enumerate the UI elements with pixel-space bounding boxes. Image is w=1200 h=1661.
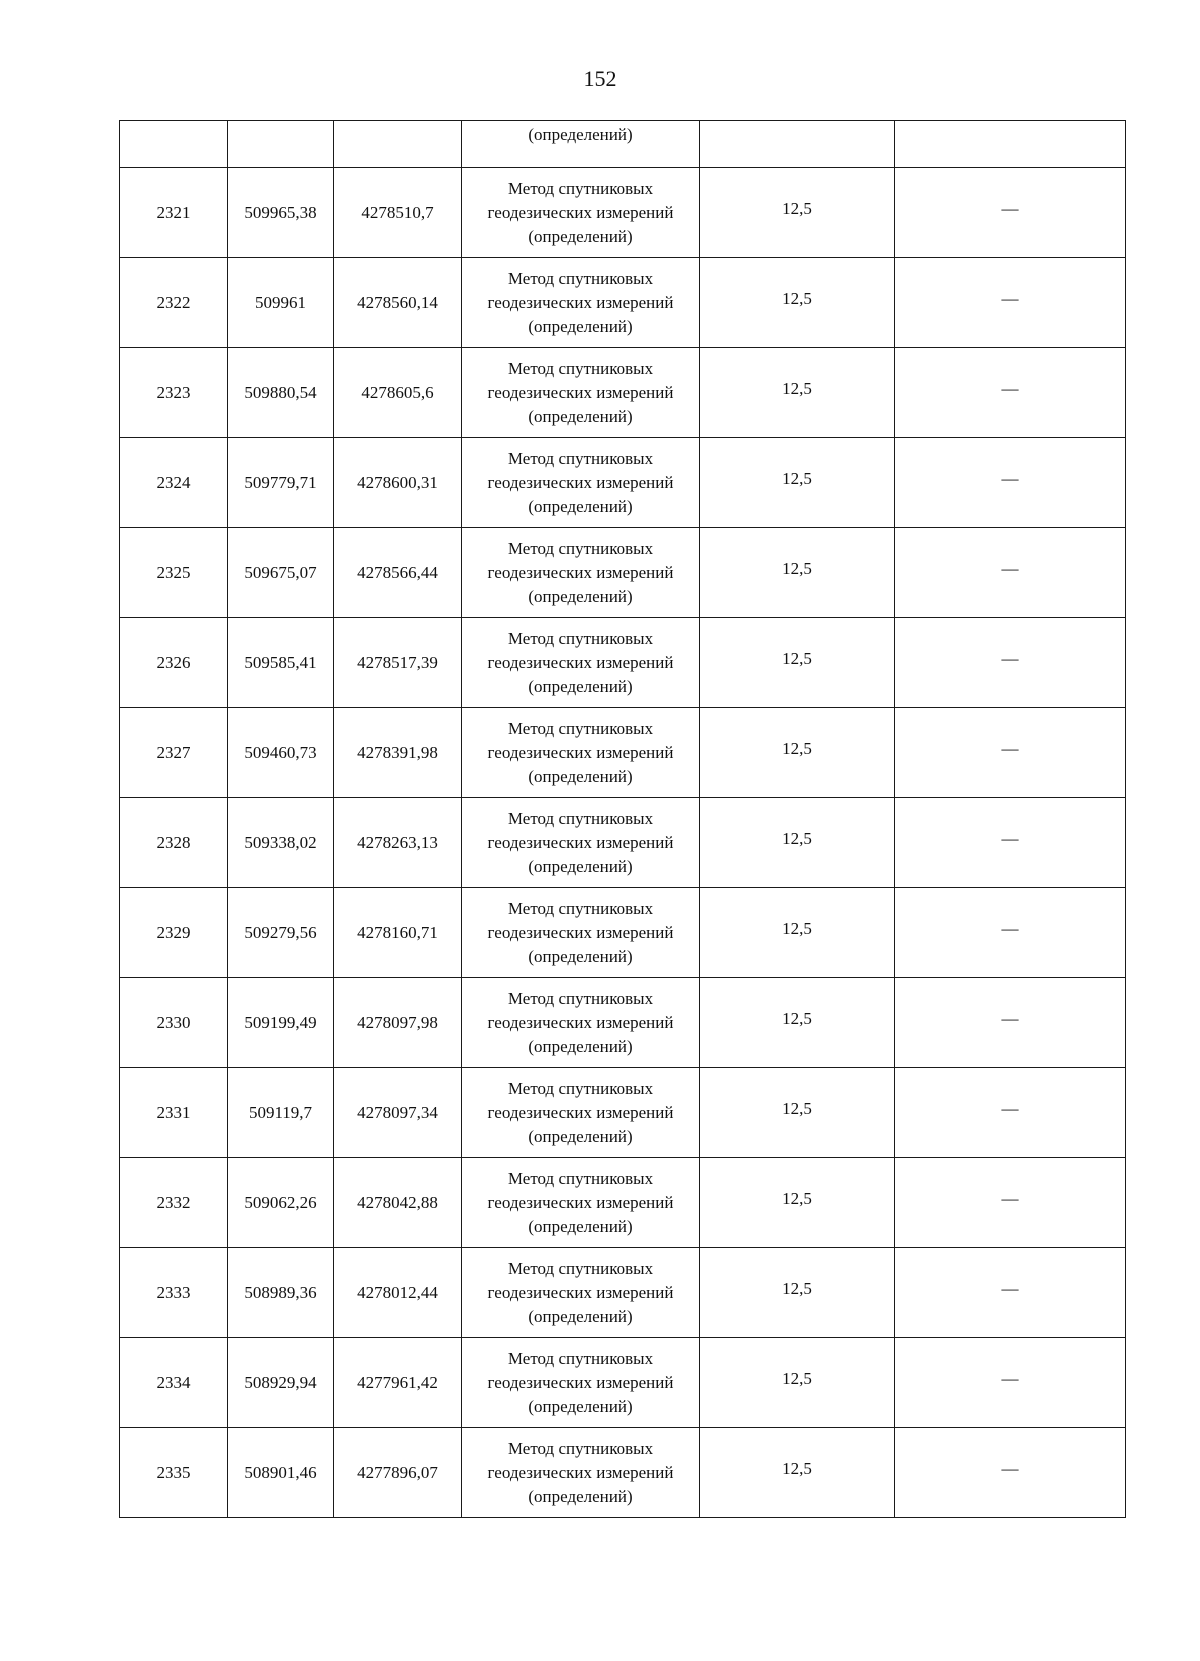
cell-method (462, 888, 700, 978)
method-line: Метод спутниковых (507, 988, 654, 1008)
table-row (120, 618, 1126, 708)
cell-accuracy (700, 348, 895, 438)
accuracy-value: 12,5 (782, 1008, 812, 1028)
cell-point-number: 2324 (120, 438, 228, 528)
accuracy-value: 12,5 (782, 1368, 812, 1388)
method-line: (определений) (528, 1396, 633, 1416)
cell-y: 4278605,6 (334, 348, 462, 438)
method-line: Метод спутниковых (507, 268, 654, 288)
cell-accuracy (700, 1338, 895, 1428)
cell-point-number: 2332 (120, 1158, 228, 1248)
method-line: Метод спутниковых (507, 1168, 654, 1188)
method-line: Метод спутниковых (507, 808, 654, 828)
method-line: Метод спутниковых (507, 1348, 654, 1368)
cell-method (462, 1338, 700, 1428)
method-line: (определений) (528, 1036, 633, 1056)
note-dash: — (1001, 1098, 1019, 1118)
cell-note (895, 121, 1126, 168)
accuracy-value: 12,5 (782, 1188, 812, 1208)
cell-note (895, 1068, 1126, 1158)
note-dash: — (1001, 288, 1019, 308)
table-row (120, 258, 1126, 348)
cell-x: 509062,26 (228, 1158, 334, 1248)
cell-point-number: 2325 (120, 528, 228, 618)
cell-note (895, 1428, 1126, 1518)
cell-method (462, 1248, 700, 1338)
method-line: (определений) (528, 946, 633, 966)
method-line: Метод спутниковых (507, 718, 654, 738)
method-line: геодезических измерений (487, 742, 674, 762)
note-dash: — (1001, 378, 1019, 398)
method-line: геодезических измерений (487, 382, 674, 402)
cell-x: 509779,71 (228, 438, 334, 528)
method-line: геодезических измерений (487, 562, 674, 582)
cell-method (462, 1158, 700, 1248)
method-line: геодезических измерений (487, 1102, 674, 1122)
cell-x: 509199,49 (228, 978, 334, 1068)
method-line: геодезических измерений (487, 652, 674, 672)
page-number: 152 (583, 66, 617, 91)
cell-x: 508989,36 (228, 1248, 334, 1338)
accuracy-value: 12,5 (782, 468, 812, 488)
table-row (120, 1248, 1126, 1338)
cell-x: 509338,02 (228, 798, 334, 888)
method-line: геодезических измерений (487, 202, 674, 222)
accuracy-value: 12,5 (782, 1278, 812, 1298)
method-line: Метод спутниковых (507, 538, 654, 558)
cell-accuracy (700, 888, 895, 978)
method-line: (определений) (528, 766, 633, 786)
cell-method (462, 618, 700, 708)
cell-method (462, 798, 700, 888)
accuracy-value: 12,5 (782, 1098, 812, 1118)
cell-point-number: 2329 (120, 888, 228, 978)
method-line: геодезических измерений (487, 922, 674, 942)
cell-x: 509279,56 (228, 888, 334, 978)
cell-x: 509965,38 (228, 168, 334, 258)
cell-note (895, 528, 1126, 618)
cell-x: 509460,73 (228, 708, 334, 798)
cell-method (462, 258, 700, 348)
cell-x: 509961 (228, 258, 334, 348)
cell-note (895, 888, 1126, 978)
method-line: Метод спутниковых (507, 178, 654, 198)
method-line: (определений) (528, 1486, 633, 1506)
cell-y: 4278600,31 (334, 438, 462, 528)
table-row-continued (120, 121, 1126, 168)
cell-note (895, 978, 1126, 1068)
cell-note (895, 348, 1126, 438)
cell-note (895, 168, 1126, 258)
cell-accuracy (700, 978, 895, 1068)
note-dash: — (1001, 1458, 1019, 1478)
method-line: Метод спутниковых (507, 898, 654, 918)
cell-x: 509119,7 (228, 1068, 334, 1158)
cell-y: 4277896,07 (334, 1428, 462, 1518)
cell-y: 4278097,98 (334, 978, 462, 1068)
cell-y: 4278391,98 (334, 708, 462, 798)
cell-method (462, 528, 700, 618)
cell-accuracy (700, 438, 895, 528)
method-line: геодезических измерений (487, 1462, 674, 1482)
cell-method: (определений) (462, 121, 700, 168)
note-dash: — (1001, 198, 1019, 218)
method-line: геодезических измерений (487, 1012, 674, 1032)
cell-accuracy (700, 708, 895, 798)
accuracy-value: 12,5 (782, 558, 812, 578)
method-line: (определений) (528, 226, 633, 246)
table-row (120, 438, 1126, 528)
method-line: (определений) (528, 496, 633, 516)
method-line: Метод спутниковых (507, 1078, 654, 1098)
accuracy-value: 12,5 (782, 828, 812, 848)
note-dash: — (1001, 1188, 1019, 1208)
cell-y: 4278042,88 (334, 1158, 462, 1248)
accuracy-value: 12,5 (782, 918, 812, 938)
cell-y: 4277961,42 (334, 1338, 462, 1428)
accuracy-value: 12,5 (782, 1458, 812, 1478)
method-line: геодезических измерений (487, 832, 674, 852)
method-line: геодезических измерений (487, 292, 674, 312)
accuracy-value: 12,5 (782, 198, 812, 218)
cell-y: 4278012,44 (334, 1248, 462, 1338)
cell-point-number: 2335 (120, 1428, 228, 1518)
table-row (120, 168, 1126, 258)
cell-accuracy (700, 168, 895, 258)
method-line: Метод спутниковых (507, 628, 654, 648)
cell-point-number: 2328 (120, 798, 228, 888)
cell-accuracy (700, 1158, 895, 1248)
cell-method (462, 1428, 700, 1518)
accuracy-value: 12,5 (782, 738, 812, 758)
cell-note (895, 1248, 1126, 1338)
cell-x: 509675,07 (228, 528, 334, 618)
method-line: (определений) (528, 676, 633, 696)
cell-x (228, 121, 334, 168)
method-line: Метод спутниковых (507, 1258, 654, 1278)
cell-y (334, 121, 462, 168)
cell-x: 509880,54 (228, 348, 334, 438)
cell-point-number (120, 121, 228, 168)
cell-accuracy (700, 798, 895, 888)
cell-accuracy (700, 618, 895, 708)
note-dash: — (1001, 738, 1019, 758)
cell-method (462, 1068, 700, 1158)
cell-note (895, 258, 1126, 348)
cell-x: 508901,46 (228, 1428, 334, 1518)
cell-accuracy (700, 1248, 895, 1338)
method-line: (определений) (528, 1126, 633, 1146)
table-row (120, 348, 1126, 438)
cell-note (895, 798, 1126, 888)
cell-y: 4278517,39 (334, 618, 462, 708)
cell-note (895, 1158, 1126, 1248)
cell-y: 4278263,13 (334, 798, 462, 888)
note-dash: — (1001, 1278, 1019, 1298)
method-line: геодезических измерений (487, 1282, 674, 1302)
method-line: (определений) (528, 406, 633, 426)
table-row (120, 528, 1126, 618)
cell-accuracy (700, 258, 895, 348)
table-row (120, 708, 1126, 798)
cell-method (462, 438, 700, 528)
cell-point-number: 2326 (120, 618, 228, 708)
cell-note (895, 618, 1126, 708)
method-line: Метод спутниковых (507, 358, 654, 378)
cell-y: 4278566,44 (334, 528, 462, 618)
cell-method (462, 348, 700, 438)
table-row (120, 978, 1126, 1068)
note-dash: — (1001, 828, 1019, 848)
table-body (120, 121, 1126, 1518)
method-line: (определений) (528, 316, 633, 336)
table-row (120, 1158, 1126, 1248)
cell-point-number: 2330 (120, 978, 228, 1068)
cell-method (462, 708, 700, 798)
table-row (120, 1338, 1126, 1428)
note-dash: — (1001, 558, 1019, 578)
cell-y: 4278510,7 (334, 168, 462, 258)
cell-method (462, 168, 700, 258)
cell-accuracy (700, 528, 895, 618)
cell-accuracy (700, 1068, 895, 1158)
cell-point-number: 2321 (120, 168, 228, 258)
cell-note (895, 438, 1126, 528)
cell-accuracy (700, 1428, 895, 1518)
cell-y: 4278097,34 (334, 1068, 462, 1158)
method-line: Метод спутниковых (507, 448, 654, 468)
method-line: геодезических измерений (487, 1372, 674, 1392)
note-dash: — (1001, 918, 1019, 938)
cell-point-number: 2322 (120, 258, 228, 348)
method-line: (определений) (528, 586, 633, 606)
method-line: геодезических измерений (487, 472, 674, 492)
method-line: Метод спутниковых (507, 1438, 654, 1458)
cell-point-number: 2323 (120, 348, 228, 438)
note-dash: — (1001, 468, 1019, 488)
table-row (120, 798, 1126, 888)
cell-note (895, 1338, 1126, 1428)
cell-note (895, 708, 1126, 798)
cell-point-number: 2333 (120, 1248, 228, 1338)
cell-y: 4278560,14 (334, 258, 462, 348)
table-row (120, 1428, 1126, 1518)
method-line: (определений) (528, 856, 633, 876)
note-dash: — (1001, 1008, 1019, 1028)
method-line: (определений) (528, 1306, 633, 1326)
note-dash: — (1001, 648, 1019, 668)
cell-x: 508929,94 (228, 1338, 334, 1428)
coordinates-table (119, 120, 1126, 1518)
table-row (120, 888, 1126, 978)
accuracy-value: 12,5 (782, 648, 812, 668)
cell-y: 4278160,71 (334, 888, 462, 978)
cell-x: 509585,41 (228, 618, 334, 708)
method-line: (определений) (528, 1216, 633, 1236)
cell-method (462, 978, 700, 1068)
cell-point-number: 2327 (120, 708, 228, 798)
cell-point-number: 2334 (120, 1338, 228, 1428)
cell-accuracy (700, 121, 895, 168)
accuracy-value: 12,5 (782, 288, 812, 308)
cell-point-number: 2331 (120, 1068, 228, 1158)
method-line: геодезических измерений (487, 1192, 674, 1212)
accuracy-value: 12,5 (782, 378, 812, 398)
note-dash: — (1001, 1368, 1019, 1388)
table-row (120, 1068, 1126, 1158)
